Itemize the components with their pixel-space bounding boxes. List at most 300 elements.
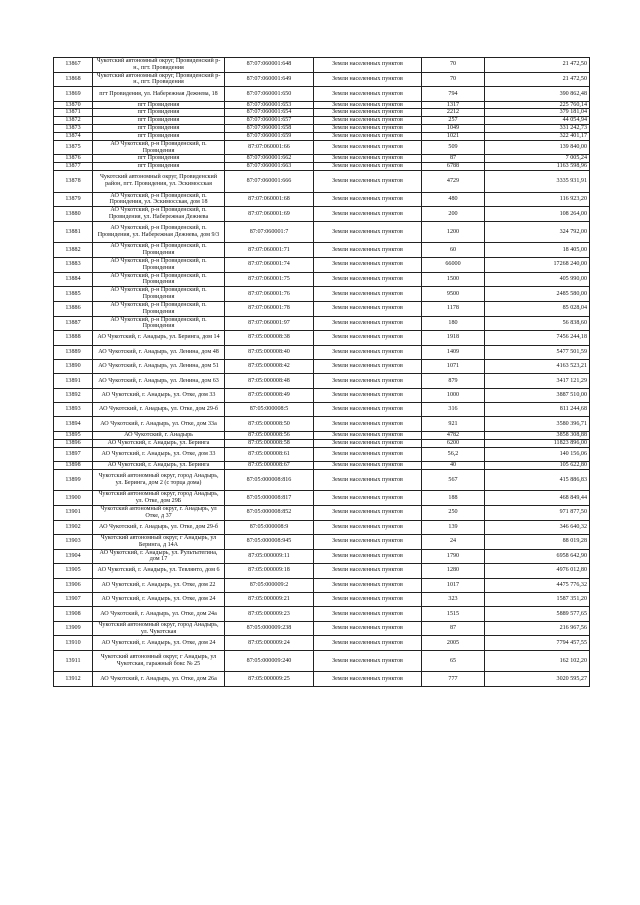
table-row — [54, 258, 590, 273]
cadastral-number-cell: 87:05:000008:816 — [225, 469, 314, 491]
row-number-cell: 13894 — [54, 417, 93, 431]
table-row — [54, 578, 590, 592]
cadastral-value-cell: 5477 501,59 — [485, 345, 590, 359]
row-number-cell: 13891 — [54, 374, 93, 388]
address-cell: пгт Провидения — [93, 117, 225, 125]
cadastral-value-cell: 390 862,48 — [485, 87, 590, 101]
table-row — [54, 534, 590, 549]
address-cell: Чукотский автономный округ, город Анадырь, ул. Чукотская — [93, 621, 225, 636]
land-category-cell: Земли населенных пунктов — [314, 359, 422, 373]
cadastral-value-cell: 21 472,50 — [485, 58, 590, 73]
row-number-cell: 13893 — [54, 403, 93, 417]
table-row — [54, 388, 590, 402]
land-category-cell: Земли населенных пунктов — [314, 650, 422, 672]
address-cell: АО Чукотский, г. Анадырь, ул. Отке, дом 24 — [93, 636, 225, 650]
table-row — [54, 505, 590, 520]
address-cell: АО Чукотский, г. Анадырь, ул. Ленина, дом 51 — [93, 359, 225, 373]
area-cell: 139 — [422, 520, 485, 534]
cadastral-value-cell: 405 990,00 — [485, 272, 590, 287]
cadastral-number-cell: 87:05:000008:67 — [225, 461, 314, 469]
cadastral-number-cell: 87:05:000008:945 — [225, 534, 314, 549]
table-body — [54, 58, 590, 687]
area-cell: 1317 — [422, 101, 485, 109]
row-number-cell: 13903 — [54, 534, 93, 549]
table-row — [54, 447, 590, 461]
cadastral-value-cell: 4163 523,21 — [485, 359, 590, 373]
cadastral-number-cell: 87:05:000008:40 — [225, 345, 314, 359]
table-row — [54, 163, 590, 171]
area-cell: 9500 — [422, 287, 485, 302]
cadastral-value-cell: 56 838,60 — [485, 316, 590, 331]
table-row — [54, 301, 590, 316]
land-category-cell: Земли населенных пунктов — [314, 439, 422, 447]
cadastral-value-cell: 7456 244,18 — [485, 331, 590, 345]
row-number-cell: 13911 — [54, 650, 93, 672]
table-row — [54, 170, 590, 192]
row-number-cell: 13888 — [54, 331, 93, 345]
land-category-cell: Земли населенных пунктов — [314, 87, 422, 101]
area-cell: 188 — [422, 491, 485, 506]
area-cell: 87 — [422, 621, 485, 636]
land-category-cell: Земли населенных пунктов — [314, 287, 422, 302]
row-number-cell: 13899 — [54, 469, 93, 491]
row-number-cell: 13904 — [54, 549, 93, 564]
address-cell: Чукотский автономный округ, город Анадырь, ул. Отке, дом 29Б — [93, 491, 225, 506]
cadastral-number-cell: 87:07:060001:7 — [225, 221, 314, 243]
table-row — [54, 469, 590, 491]
area-cell: 316 — [422, 403, 485, 417]
area-cell: 200 — [422, 207, 485, 222]
row-number-cell: 13871 — [54, 109, 93, 117]
address-cell: АО Чукотский, г. Анадырь, ул. Тевлянто, дом 6 — [93, 564, 225, 578]
land-category-cell: Земли населенных пунктов — [314, 316, 422, 331]
cadastral-number-cell: 87:07:060001:68 — [225, 192, 314, 207]
address-cell: АО Чукотский, р-н Провиденский, п. Провидения — [93, 272, 225, 287]
cadastral-value-cell: 108 264,00 — [485, 207, 590, 222]
cadastral-number-cell: 87:07:060001:71 — [225, 243, 314, 258]
row-number-cell: 13898 — [54, 461, 93, 469]
cadastral-value-cell: 18 405,00 — [485, 243, 590, 258]
cadastral-number-cell: 87:07:060001:653 — [225, 101, 314, 109]
land-category-cell: Земли населенных пунктов — [314, 221, 422, 243]
row-number-cell: 13909 — [54, 621, 93, 636]
cadastral-value-cell: 21 472,50 — [485, 72, 590, 87]
row-number-cell: 13910 — [54, 636, 93, 650]
area-cell: 250 — [422, 505, 485, 520]
land-registry-table — [53, 57, 590, 687]
row-number-cell: 13877 — [54, 163, 93, 171]
row-number-cell: 13875 — [54, 140, 93, 155]
row-number-cell: 13896 — [54, 439, 93, 447]
table-row — [54, 331, 590, 345]
cadastral-value-cell: 811 244,68 — [485, 403, 590, 417]
land-category-cell: Земли населенных пунктов — [314, 505, 422, 520]
row-number-cell: 13883 — [54, 258, 93, 273]
area-cell: 777 — [422, 672, 485, 686]
address-cell: АО Чукотский, г. Анадырь, ул. Ленина, дом 63 — [93, 374, 225, 388]
land-category-cell: Земли населенных пунктов — [314, 258, 422, 273]
cadastral-value-cell: 3020 595,27 — [485, 672, 590, 686]
row-number-cell: 13872 — [54, 117, 93, 125]
land-category-cell: Земли населенных пунктов — [314, 72, 422, 87]
cadastral-number-cell: 87:05:000008:9 — [225, 520, 314, 534]
cadastral-number-cell: 87:05:000009:18 — [225, 564, 314, 578]
row-number-cell: 13868 — [54, 72, 93, 87]
land-category-cell: Земли населенных пунктов — [314, 192, 422, 207]
area-cell: 24 — [422, 534, 485, 549]
area-cell: 4729 — [422, 170, 485, 192]
address-cell: Чукотский автономный округ, город Анадырь, ул. Беринга, дом 2 (с торца дома) — [93, 469, 225, 491]
table-row — [54, 439, 590, 447]
address-cell: пгт Провидения — [93, 109, 225, 117]
address-cell: АО Чукотский, г. Анадырь, ул. Отке, дом 33 — [93, 388, 225, 402]
address-cell: АО Чукотский, р-н Провиденский, п. Провидения — [93, 243, 225, 258]
land-category-cell: Земли населенных пунктов — [314, 109, 422, 117]
row-number-cell: 13870 — [54, 101, 93, 109]
cadastral-value-cell: 4475 776,32 — [485, 578, 590, 592]
area-cell: 921 — [422, 417, 485, 431]
address-cell: АО Чукотский, р-н Провиденский, п. Провидения — [93, 301, 225, 316]
address-cell: пгт Провидения, ул. Набережная Дежнева, 18 — [93, 87, 225, 101]
area-cell: 1071 — [422, 359, 485, 373]
cadastral-number-cell: 87:05:000009:240 — [225, 650, 314, 672]
area-cell: 1200 — [422, 221, 485, 243]
row-number-cell: 13897 — [54, 447, 93, 461]
area-cell: 4782 — [422, 431, 485, 439]
table-row — [54, 316, 590, 331]
address-cell: АО Чукотский, р-н Провиденский, п. Провидения, ул. Набережная Дежнева — [93, 207, 225, 222]
land-category-cell: Земли населенных пунктов — [314, 672, 422, 686]
cadastral-number-cell: 87:05:000009:11 — [225, 549, 314, 564]
address-cell: пгт Провидения — [93, 125, 225, 133]
table-row — [54, 403, 590, 417]
address-cell: АО Чукотский, р-н Провиденский, п. Провидения — [93, 258, 225, 273]
cadastral-number-cell: 87:05:000009:2 — [225, 578, 314, 592]
table-row — [54, 549, 590, 564]
area-cell: 879 — [422, 374, 485, 388]
cadastral-value-cell: 85 028,04 — [485, 301, 590, 316]
land-category-cell: Земли населенных пунктов — [314, 125, 422, 133]
cadastral-number-cell: 87:07:060001:648 — [225, 58, 314, 73]
row-number-cell: 13873 — [54, 125, 93, 133]
cadastral-value-cell: 44 054,94 — [485, 117, 590, 125]
table-row — [54, 155, 590, 163]
land-category-cell: Земли населенных пунктов — [314, 578, 422, 592]
area-cell: 6200 — [422, 439, 485, 447]
table-row — [54, 132, 590, 140]
cadastral-number-cell: 87:07:060001:69 — [225, 207, 314, 222]
area-cell: 6788 — [422, 163, 485, 171]
cadastral-number-cell: 87:07:060001:666 — [225, 170, 314, 192]
table-row — [54, 72, 590, 87]
address-cell: Чукотский автономный округ, Провиденский р-н., пгт. Провидения — [93, 58, 225, 73]
area-cell: 1409 — [422, 345, 485, 359]
address-cell: АО Чукотский, р-н Провиденский, п. Провидения — [93, 287, 225, 302]
address-cell: АО Чукотский, г. Анадырь, ул. Отке, дом 22 — [93, 578, 225, 592]
cadastral-number-cell: 87:05:000008:61 — [225, 447, 314, 461]
row-number-cell: 13902 — [54, 520, 93, 534]
land-category-cell: Земли населенных пунктов — [314, 461, 422, 469]
table-row — [54, 207, 590, 222]
land-category-cell: Земли населенных пунктов — [314, 564, 422, 578]
cadastral-number-cell: 87:07:060001:658 — [225, 125, 314, 133]
address-cell: АО Чукотский, г. Анадырь, ул. Отке, дом 26а — [93, 672, 225, 686]
table-row — [54, 359, 590, 373]
row-number-cell: 13912 — [54, 672, 93, 686]
row-number-cell: 13906 — [54, 578, 93, 592]
land-category-cell: Земли населенных пунктов — [314, 592, 422, 606]
cadastral-number-cell: 87:07:060001:75 — [225, 272, 314, 287]
cadastral-number-cell: 87:05:000008:49 — [225, 388, 314, 402]
cadastral-number-cell: 87:05:000009:21 — [225, 592, 314, 606]
address-cell: АО Чукотский, р-н Провиденский, п. Провидения — [93, 140, 225, 155]
row-number-cell: 13892 — [54, 388, 93, 402]
table-row — [54, 117, 590, 125]
row-number-cell: 13882 — [54, 243, 93, 258]
cadastral-value-cell: 322 401,17 — [485, 132, 590, 140]
row-number-cell: 13881 — [54, 221, 93, 243]
cadastral-number-cell: 87:05:000008:42 — [225, 359, 314, 373]
land-category-cell: Земли населенных пунктов — [314, 301, 422, 316]
cadastral-number-cell: 87:05:000009:23 — [225, 607, 314, 621]
land-category-cell: Земли населенных пунктов — [314, 243, 422, 258]
cadastral-number-cell: 87:05:000008:852 — [225, 505, 314, 520]
cadastral-number-cell: 87:05:000008:5 — [225, 403, 314, 417]
cadastral-number-cell: 87:05:000009:25 — [225, 672, 314, 686]
land-category-cell: Земли населенных пунктов — [314, 272, 422, 287]
table-row — [54, 592, 590, 606]
land-category-cell: Земли населенных пунктов — [314, 447, 422, 461]
row-number-cell: 13884 — [54, 272, 93, 287]
land-category-cell: Земли населенных пунктов — [314, 520, 422, 534]
area-cell: 65 — [422, 650, 485, 672]
cadastral-value-cell: 216 967,56 — [485, 621, 590, 636]
table-row — [54, 140, 590, 155]
row-number-cell: 13901 — [54, 505, 93, 520]
area-cell: 180 — [422, 316, 485, 331]
address-cell: АО Чукотский, г. Анадырь, ул. Отке, дом 33 — [93, 447, 225, 461]
area-cell: 480 — [422, 192, 485, 207]
address-cell: пгт Провидения — [93, 101, 225, 109]
cadastral-value-cell: 3335 931,91 — [485, 170, 590, 192]
land-category-cell: Земли населенных пунктов — [314, 388, 422, 402]
area-cell: 1790 — [422, 549, 485, 564]
land-category-cell: Земли населенных пунктов — [314, 155, 422, 163]
cadastral-value-cell: 971 877,50 — [485, 505, 590, 520]
cadastral-value-cell: 4976 012,80 — [485, 564, 590, 578]
area-cell: 1500 — [422, 272, 485, 287]
area-cell: 40 — [422, 461, 485, 469]
cadastral-value-cell: 5889 577,65 — [485, 607, 590, 621]
address-cell: АО Чукотский, г. Анадырь, ул. Беринга — [93, 439, 225, 447]
cadastral-value-cell: 11823 896,00 — [485, 439, 590, 447]
land-category-cell: Земли населенных пунктов — [314, 132, 422, 140]
cadastral-value-cell: 7794 457,55 — [485, 636, 590, 650]
table-row — [54, 87, 590, 101]
address-cell: АО Чукотский, г. Анадырь, ул. Отке, дом 29-б — [93, 520, 225, 534]
cadastral-value-cell: 3887 510,00 — [485, 388, 590, 402]
area-cell: 567 — [422, 469, 485, 491]
cadastral-number-cell: 87:07:060001:76 — [225, 287, 314, 302]
land-category-cell: Земли населенных пунктов — [314, 140, 422, 155]
table-row — [54, 461, 590, 469]
land-category-cell: Земли населенных пунктов — [314, 170, 422, 192]
land-category-cell: Земли населенных пунктов — [314, 101, 422, 109]
area-cell: 1017 — [422, 578, 485, 592]
row-number-cell: 13885 — [54, 287, 93, 302]
table-row — [54, 431, 590, 439]
row-number-cell: 13867 — [54, 58, 93, 73]
land-category-cell: Земли населенных пунктов — [314, 345, 422, 359]
land-category-cell: Земли населенных пунктов — [314, 163, 422, 171]
cadastral-value-cell: 7 005,24 — [485, 155, 590, 163]
area-cell: 257 — [422, 117, 485, 125]
area-cell: 87 — [422, 155, 485, 163]
cadastral-number-cell: 87:05:000008:58 — [225, 439, 314, 447]
cadastral-value-cell: 468 849,44 — [485, 491, 590, 506]
address-cell: АО Чукотский, г. Анадырь, ул. Беринга — [93, 461, 225, 469]
row-number-cell: 13900 — [54, 491, 93, 506]
address-cell: АО Чукотский, г. Анадырь, ул. Рультытегина, дом 17 — [93, 549, 225, 564]
address-cell: АО Чукотский, г. Анадырь, ул. Отке, дом 24а — [93, 607, 225, 621]
row-number-cell: 13889 — [54, 345, 93, 359]
land-category-cell: Земли населенных пунктов — [314, 207, 422, 222]
area-cell: 2212 — [422, 109, 485, 117]
table-row — [54, 607, 590, 621]
table-row — [54, 520, 590, 534]
cadastral-number-cell: 87:07:060001:663 — [225, 163, 314, 171]
cadastral-value-cell: 415 886,83 — [485, 469, 590, 491]
table-row — [54, 650, 590, 672]
row-number-cell: 13869 — [54, 87, 93, 101]
cadastral-value-cell: 3417 121,29 — [485, 374, 590, 388]
cadastral-value-cell: 346 640,32 — [485, 520, 590, 534]
address-cell: Чукотский автономный округ, г Анадырь, ул Беринга, д 14А — [93, 534, 225, 549]
row-number-cell: 13887 — [54, 316, 93, 331]
cadastral-value-cell: 140 156,06 — [485, 447, 590, 461]
area-cell: 1280 — [422, 564, 485, 578]
cadastral-number-cell: 87:05:000008:817 — [225, 491, 314, 506]
row-number-cell: 13890 — [54, 359, 93, 373]
address-cell: пгт Провидения — [93, 132, 225, 140]
row-number-cell: 13908 — [54, 607, 93, 621]
cadastral-number-cell: 87:07:060001:650 — [225, 87, 314, 101]
table-row — [54, 109, 590, 117]
address-cell: АО Чукотский, г. Анадырь, ул. Ленина, дом 48 — [93, 345, 225, 359]
cadastral-value-cell: 17268 240,00 — [485, 258, 590, 273]
land-category-cell: Земли населенных пунктов — [314, 374, 422, 388]
address-cell: пгт Провидения — [93, 155, 225, 163]
address-cell: Чукотский автономный округ, г. Анадырь, ул Отке, д 37 — [93, 505, 225, 520]
cadastral-value-cell: 116 923,20 — [485, 192, 590, 207]
address-cell: Чукотский автономный округ, г Анадырь, ул Чукотская, гаражный бокс № 25 — [93, 650, 225, 672]
cadastral-value-cell: 3580 396,71 — [485, 417, 590, 431]
table-row — [54, 345, 590, 359]
row-number-cell: 13879 — [54, 192, 93, 207]
land-category-cell: Земли населенных пунктов — [314, 549, 422, 564]
land-category-cell: Земли населенных пунктов — [314, 117, 422, 125]
cadastral-value-cell: 331 242,73 — [485, 125, 590, 133]
cadastral-number-cell: 87:05:000009:238 — [225, 621, 314, 636]
land-category-cell: Земли населенных пунктов — [314, 621, 422, 636]
cadastral-value-cell: 379 181,04 — [485, 109, 590, 117]
row-number-cell: 13886 — [54, 301, 93, 316]
table-row — [54, 621, 590, 636]
cadastral-value-cell: 1163 598,96 — [485, 163, 590, 171]
address-cell: АО Чукотский, г. Анадырь, ул. Отке, дом 24 — [93, 592, 225, 606]
address-cell: АО Чукотский, г. Анадырь — [93, 431, 225, 439]
address-cell: Чукотский автономный округ, Провиденский р-н., пгт. Провидения — [93, 72, 225, 87]
area-cell: 509 — [422, 140, 485, 155]
row-number-cell: 13880 — [54, 207, 93, 222]
row-number-cell: 13895 — [54, 431, 93, 439]
area-cell: 1000 — [422, 388, 485, 402]
cadastral-number-cell: 87:05:000008:38 — [225, 331, 314, 345]
land-category-cell: Земли населенных пунктов — [314, 491, 422, 506]
address-cell: АО Чукотский, р-н Провиденский, п. Провидения, ул. Эскимосская, дом 18 — [93, 192, 225, 207]
cadastral-value-cell: 225 760,14 — [485, 101, 590, 109]
cadastral-number-cell: 87:07:060001:657 — [225, 117, 314, 125]
cadastral-value-cell: 1587 351,20 — [485, 592, 590, 606]
address-cell: АО Чукотский, г. Анадырь, ул. Отке, дом 33а — [93, 417, 225, 431]
cadastral-value-cell: 6958 642,90 — [485, 549, 590, 564]
area-cell: 1021 — [422, 132, 485, 140]
table-row — [54, 672, 590, 686]
cadastral-number-cell: 87:07:060001:97 — [225, 316, 314, 331]
table-row — [54, 272, 590, 287]
cadastral-value-cell: 162 102,20 — [485, 650, 590, 672]
area-cell: 1049 — [422, 125, 485, 133]
area-cell: 2005 — [422, 636, 485, 650]
cadastral-number-cell: 87:07:060001:654 — [225, 109, 314, 117]
cadastral-number-cell: 87:07:060001:66 — [225, 140, 314, 155]
table-row — [54, 374, 590, 388]
address-cell: пгт Провидения — [93, 163, 225, 171]
table-row — [54, 417, 590, 431]
table-row — [54, 636, 590, 650]
cadastral-number-cell: 87:05:000008:50 — [225, 417, 314, 431]
cadastral-value-cell: 2485 580,00 — [485, 287, 590, 302]
address-cell: АО Чукотский, р-н Провиденский, п. Провидения — [93, 316, 225, 331]
land-category-cell: Земли населенных пунктов — [314, 469, 422, 491]
cadastral-number-cell: 87:07:060001:649 — [225, 72, 314, 87]
table-row — [54, 287, 590, 302]
address-cell: АО Чукотский, р-н Провиденский, п. Провидения, ул. Набережная Дежнева, дом 9/3 — [93, 221, 225, 243]
cadastral-number-cell: 87:07:060001:74 — [225, 258, 314, 273]
address-cell: АО Чукотский, г. Анадырь, ул. Беринга, дом 14 — [93, 331, 225, 345]
table-row — [54, 243, 590, 258]
cadastral-value-cell: 324 792,00 — [485, 221, 590, 243]
table-row — [54, 564, 590, 578]
table-row — [54, 491, 590, 506]
table-row — [54, 101, 590, 109]
area-cell: 60 — [422, 243, 485, 258]
address-cell: АО Чукотский, г. Анадырь, ул. Отке, дом 29-б — [93, 403, 225, 417]
land-category-cell: Земли населенных пунктов — [314, 431, 422, 439]
area-cell: 70 — [422, 58, 485, 73]
cadastral-value-cell: 88 019,28 — [485, 534, 590, 549]
table-row — [54, 125, 590, 133]
cadastral-number-cell: 87:07:060001:78 — [225, 301, 314, 316]
table-row — [54, 58, 590, 73]
row-number-cell: 13876 — [54, 155, 93, 163]
area-cell: 56,2 — [422, 447, 485, 461]
row-number-cell: 13874 — [54, 132, 93, 140]
land-category-cell: Земли населенных пунктов — [314, 417, 422, 431]
area-cell: 794 — [422, 87, 485, 101]
row-number-cell: 13878 — [54, 170, 93, 192]
row-number-cell: 13907 — [54, 592, 93, 606]
